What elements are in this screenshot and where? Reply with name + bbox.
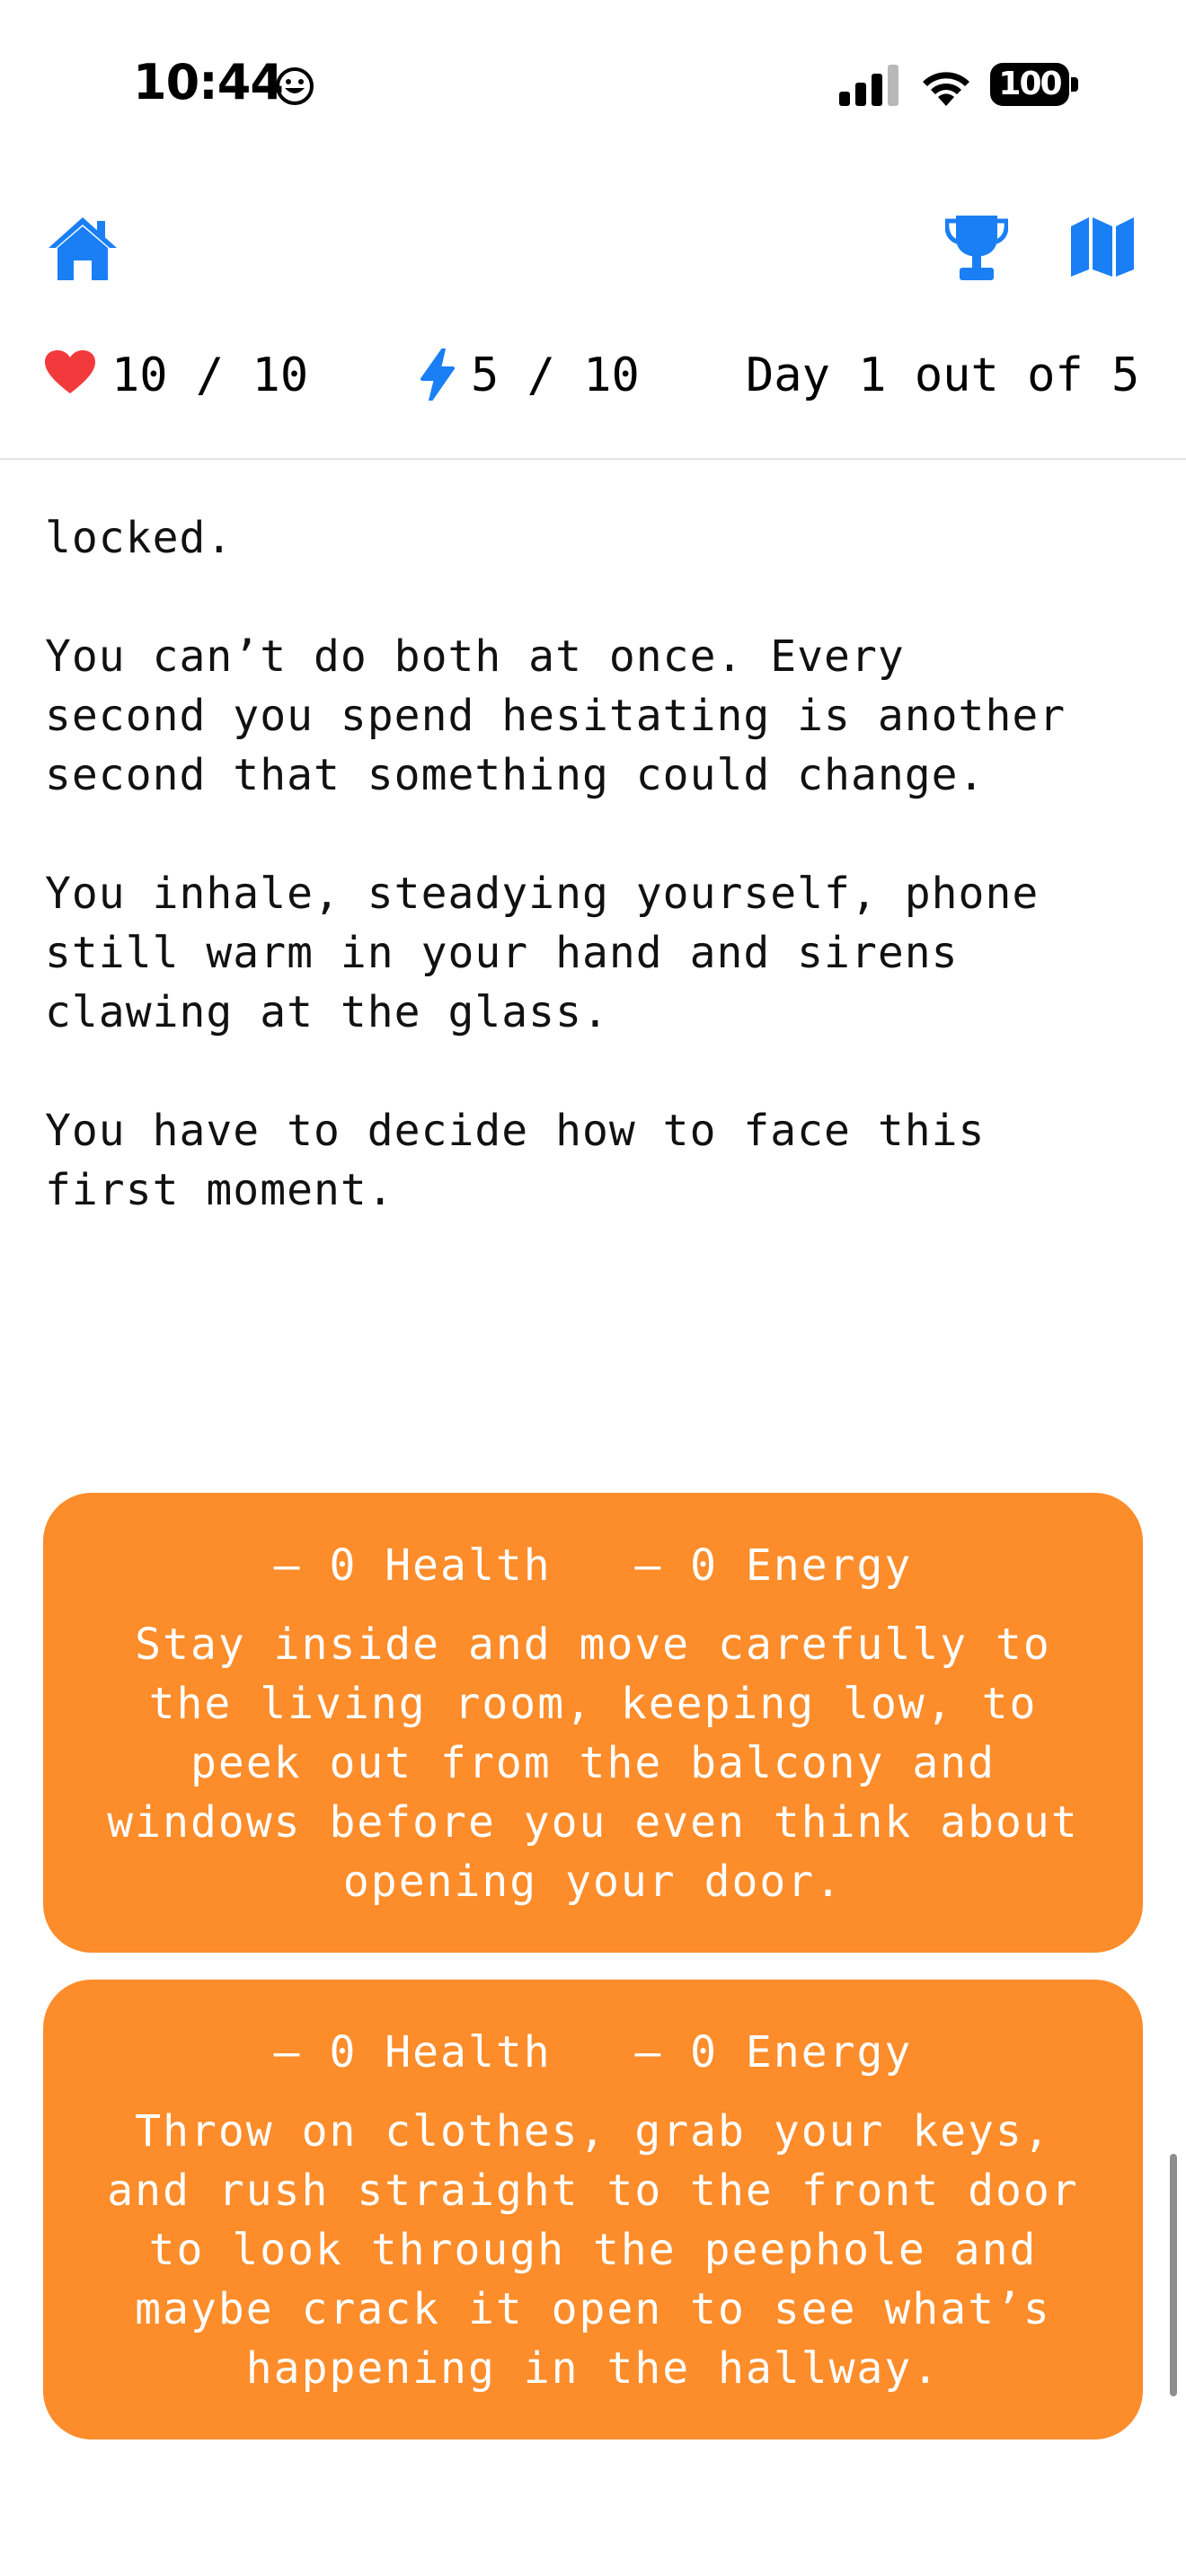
battery-icon [990, 63, 1078, 106]
choice-button-1[interactable] [43, 1493, 1143, 1953]
choice-button-2[interactable] [43, 1980, 1143, 2439]
choice-text: Stay inside and move carefully to the living room, keeping low, to peek out from the balcony and windows before you even think about opening your door. [107, 1619, 1079, 1907]
health-value: 10 / 10 [111, 348, 309, 402]
choice-costs: – 0 Health – 0 Energy [273, 2027, 913, 2078]
wifi-icon [918, 63, 974, 106]
status-time: 10:44 [133, 54, 283, 110]
choice-text: Throw on clothes, grab your keys, and rush straight to the front door to look through the peephole and maybe crack it open to see what’s happening in the hallway. [107, 2106, 1079, 2394]
day-counter: Day 1 out of 5 [746, 348, 1140, 402]
battery-level: 100 [990, 63, 1069, 106]
battery-cap [1071, 77, 1078, 92]
home-icon[interactable] [47, 214, 119, 282]
scrollbar[interactable] [1170, 2154, 1177, 2396]
cellular-signal-icon [839, 65, 902, 106]
smiley-icon [275, 66, 314, 106]
status-bar [0, 0, 1186, 171]
choice-costs: – 0 Health – 0 Energy [273, 1540, 913, 1591]
story-text: locked. You can’t do both at once. Every second you spend hesitating is another second that something could change. You inhale, steadying yourself, phone still warm in your hand and sirens clawing at the glass. You have to decide how to face this first moment. [45, 513, 1067, 1215]
stats-bar [0, 341, 1186, 410]
energy-value: 5 / 10 [471, 348, 640, 402]
header-divider [0, 458, 1186, 460]
map-icon[interactable] [1069, 216, 1136, 278]
trophy-icon[interactable] [945, 214, 1008, 282]
